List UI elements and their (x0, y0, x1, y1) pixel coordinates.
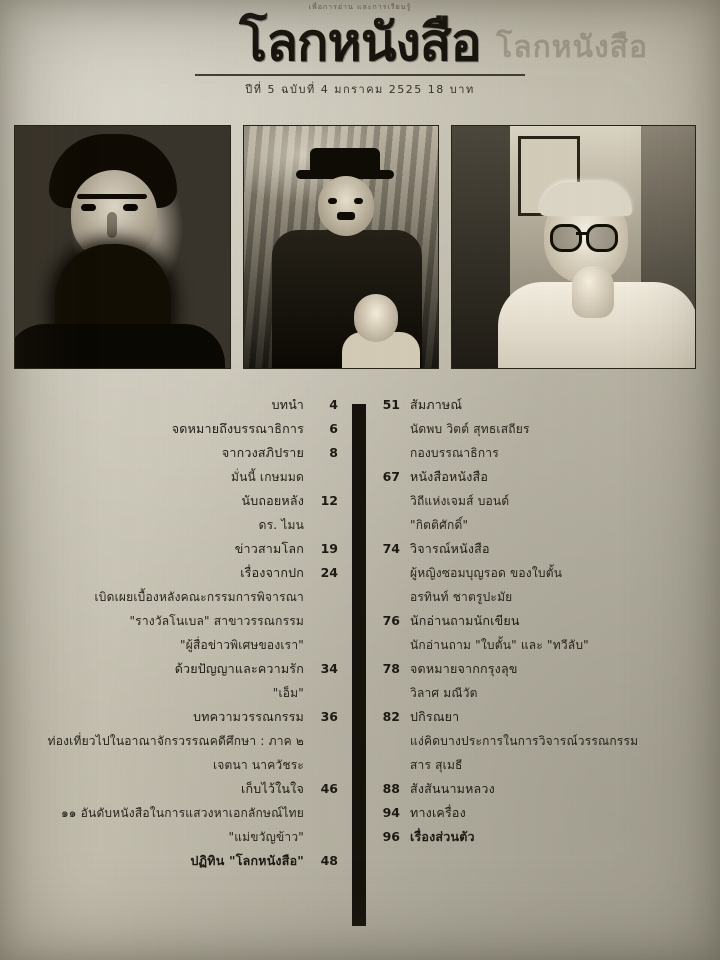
toc-entry[interactable] (0, 830, 348, 844)
toc-page: 46 (320, 781, 338, 796)
toc-entry[interactable] (0, 470, 348, 484)
photo-chaplin-child (243, 125, 439, 369)
toc-entry[interactable] (0, 662, 348, 676)
toc-page: 12 (320, 493, 338, 508)
toc-entry[interactable] (0, 854, 348, 868)
toc-title: นับถอยหลัง (241, 493, 304, 508)
toc-title: ปฏิทิน "โลกหนังสือ" (190, 853, 304, 868)
photo-bearded-man (14, 125, 231, 369)
toc-page: 48 (320, 853, 338, 868)
toc-title: วิจารณ์หนังสือ (410, 541, 490, 556)
masthead-divider-rule (195, 74, 525, 76)
magazine-title: โลกหนังสือ (239, 13, 481, 73)
toc-entry[interactable] (0, 590, 348, 604)
toc-page: 78 (382, 661, 400, 676)
glasses-bridge-shape (576, 232, 588, 235)
toc-title: สาร สุเมธี (410, 758, 463, 772)
toc-title: "เอ็ม" (272, 686, 304, 700)
toc-entry[interactable] (370, 566, 720, 580)
right-lens-shape (586, 224, 618, 252)
toc-title: วิถีแห่งเจมส์ บอนด์ (410, 494, 510, 508)
toc-title: สัมภาษณ์ (410, 397, 463, 412)
photo-man-glasses (451, 125, 696, 369)
left-eye-shape (81, 204, 96, 211)
toc-entry[interactable] (370, 734, 720, 748)
toc-title: บทนำ (271, 397, 304, 412)
toc-entry[interactable] (0, 686, 348, 700)
toc-title: เรื่องส่วนตัว (410, 829, 475, 844)
toc-page: 6 (329, 421, 338, 436)
toc-title: "รางวัลโนเบล" สาขาวรรณกรรม (129, 614, 304, 628)
toc-title: ผู้หญิงซอมบุญรอด ของใบตั้น (410, 566, 563, 580)
toc-page: 34 (320, 661, 338, 676)
toc-page: 67 (382, 469, 400, 484)
toc-page: 36 (320, 709, 338, 724)
toc-entry[interactable] (0, 446, 348, 460)
toc-page: 76 (382, 613, 400, 628)
toc-title: "ผู้สื่อข่าวพิเศษของเรา" (180, 638, 304, 652)
toc-title: มั่นนี้ เกษมมด (230, 470, 304, 484)
toc-entry[interactable] (370, 686, 720, 700)
toc-entry[interactable] (0, 614, 348, 628)
toc-entry[interactable] (370, 398, 720, 412)
toc-page: 74 (382, 541, 400, 556)
toc-entry[interactable] (0, 734, 348, 748)
toc-entry[interactable] (370, 542, 720, 556)
toc-title: ดร. ไมน (258, 518, 304, 532)
toc-entry[interactable] (370, 470, 720, 484)
right-eye-shape (354, 198, 363, 204)
child-head-shape (354, 294, 398, 342)
table-of-contents (0, 398, 720, 938)
toc-entry[interactable] (370, 662, 720, 676)
toc-page: 82 (382, 709, 400, 724)
toc-entry[interactable] (0, 518, 348, 532)
toc-page: 88 (382, 781, 400, 796)
toc-entry[interactable] (370, 782, 720, 796)
toc-title: หนังสือหนังสือ (410, 469, 489, 484)
toc-entry[interactable] (370, 710, 720, 724)
toc-page: 51 (382, 397, 400, 412)
toc-title: นักอ่านถาม "ใบตั้น" และ "ทวีลับ" (410, 638, 589, 652)
toc-entry[interactable] (0, 398, 348, 412)
toc-title: นักอ่านถามนักเขียน (410, 613, 520, 628)
shoulder-shape (14, 324, 225, 369)
toc-entry[interactable] (370, 830, 720, 844)
toc-title: จดหมายจากกรุงลุข (410, 661, 518, 676)
right-eye-shape (123, 204, 138, 211)
toc-entry[interactable] (0, 542, 348, 556)
toc-title: เบิดเผยเบื้องหลังคณะกรรมการพิจารณา (94, 590, 304, 604)
toc-title: สังสันนามหลวง (410, 781, 495, 796)
toc-entry[interactable] (0, 758, 348, 772)
issue-info: ปีที่ 5 ฉบับที่ 4 มกราคม 2525 18 บาท (245, 83, 475, 96)
toc-page: 96 (382, 829, 400, 844)
contents-divider-bar (352, 404, 366, 926)
brow-shape (77, 194, 147, 199)
cover-photo-strip (14, 125, 706, 370)
contents-left-column (0, 398, 348, 878)
toc-page: 24 (320, 565, 338, 580)
toc-title: ด้วยปัญญาและความรัก (174, 661, 304, 676)
toc-entry[interactable] (0, 422, 348, 436)
toc-entry[interactable] (370, 590, 720, 604)
toc-page: 8 (329, 445, 338, 460)
contents-right-column (370, 398, 720, 854)
toc-title: เก็บไว้ในใจ (241, 781, 304, 796)
toc-entry[interactable] (0, 638, 348, 652)
toc-title: ๑๑ อันดับหนังสือในการแสวงหาเอกลักษณ์ไทย (60, 806, 304, 820)
toc-entry[interactable] (370, 422, 720, 436)
left-eye-shape (328, 198, 337, 204)
toc-entry[interactable] (370, 614, 720, 628)
toc-entry[interactable] (370, 446, 720, 460)
toc-entry[interactable] (0, 782, 348, 796)
nose-shape (107, 212, 117, 238)
toc-title: ท่องเที่ยวไปในอาณาจักรวรรณคดีศึกษา : ภาค ๒ (47, 734, 304, 748)
toc-title: ปกิรณยา (410, 709, 460, 724)
toc-title: กองบรรณาธิการ (410, 446, 499, 460)
left-lens-shape (550, 224, 582, 252)
hand-shape (572, 266, 614, 318)
toc-title: เรื่องจากปก (240, 565, 304, 580)
toc-page: 94 (382, 805, 400, 820)
masthead-ghost-text: โลกหนังสือ (496, 30, 648, 65)
toc-entry[interactable] (0, 566, 348, 580)
toc-entry[interactable] (370, 806, 720, 820)
toc-title: นัดพบ วิตต์ สุทธเสถียร (410, 422, 530, 436)
toc-title: จดหมายถึงบรรณาธิการ (171, 421, 304, 436)
toc-entry[interactable] (370, 494, 720, 508)
toc-title: แง่คิดบางประการในการวิจารณ์วรรณกรรม (410, 734, 639, 748)
toc-page: 4 (329, 397, 338, 412)
toc-title: เจตนา นาควัชระ (212, 758, 304, 772)
toc-title: "แม่ขวัญข้าว" (228, 830, 304, 844)
toc-entry[interactable] (0, 806, 348, 820)
toc-title: ทางเครื่อง (410, 805, 466, 820)
toc-entry[interactable] (370, 758, 720, 772)
toc-title: อรทินท์ ชาตรูปะมัย (410, 590, 513, 604)
masthead-subtitle: เพื่อการอ่าน และการเรียนรู้ (308, 3, 412, 11)
mustache-shape (337, 212, 355, 220)
toc-title: "กิตติศักดิ์" (410, 518, 469, 532)
toc-title: ข่าวสามโลก (234, 541, 304, 556)
toc-entry[interactable] (370, 518, 720, 532)
toc-page: 19 (320, 541, 338, 556)
toc-title: จากวงสภิปราย (221, 445, 304, 460)
hair-shape (540, 182, 632, 216)
toc-entry[interactable] (0, 710, 348, 724)
toc-entry[interactable] (0, 494, 348, 508)
toc-entry[interactable] (370, 638, 720, 652)
toc-title: บทความวรรณกรรม (193, 709, 304, 724)
toc-title: วิลาศ มณีวัต (410, 686, 478, 700)
head-shape (318, 176, 374, 236)
